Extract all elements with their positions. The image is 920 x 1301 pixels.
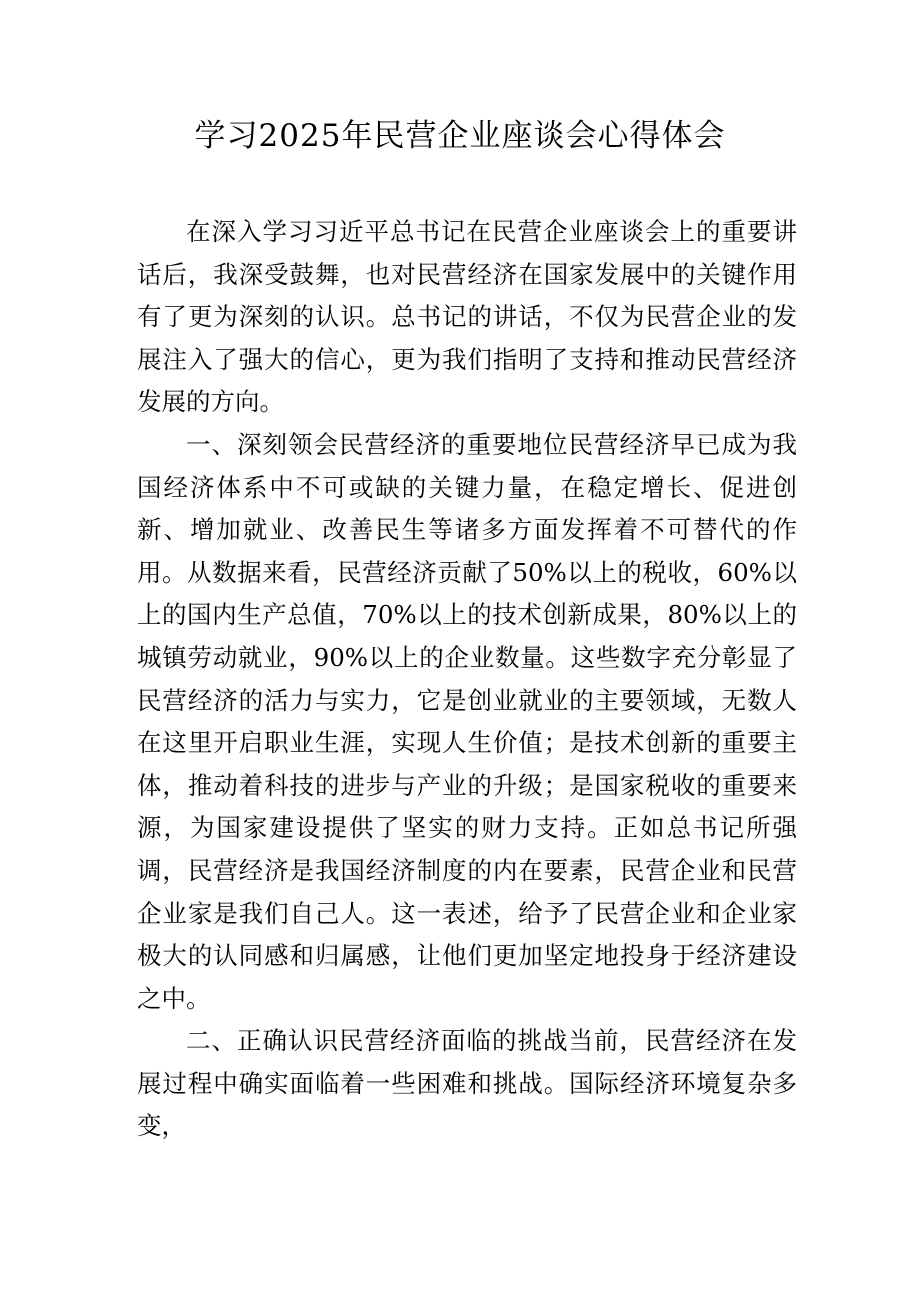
- paragraph-section-one: 一、深刻领会民营经济的重要地位民营经济早已成为我国经济体系中不可或缺的关键力量，在稳定增长、促进创新、增加就业、改善民生等诸多方面发挥着不可替代的作用。从数据来看，民营经济贡献了50%以上的税收，60%以上的国内生产总值，70%以上的技术创新成果，80%以上的城镇劳动就业，90%以上的企业数量。这些数字充分彰显了民营经济的活力与实力，它是创业就业的主要领域，无数人在这里开启职业生涯，实现人生价值；是技术创新的重要主体，推动着科技的进步与产业的升级；是国家税收的重要来源，为国家建设提供了坚实的财力支持。正如总书记所强调，民营经济是我国经济制度的内在要素，民营企业和民营企业家是我们自己人。这一表述，给予了民营企业和企业家极大的认同感和归属感，让他们更加坚定地投身于经济建设之中。: [137, 429, 797, 1013]
- paragraph-intro: 在深入学习习近平总书记在民营企业座谈会上的重要讲话后，我深受鼓舞，也对民营经济在国家发展中的关键作用有了更为深刻的认识。总书记的讲话，不仅为民营企业的发展注入了强大的信心，更为我们指明了支持和推动民营经济发展的方向。: [137, 217, 797, 417]
- document-title: 学习2025年民营企业座谈会心得体会: [194, 118, 726, 154]
- paragraph-section-two: 二、正确认识民营经济面临的挑战当前，民营经济在发展过程中确实面临着一些困难和挑战。国际经济环境复杂多变，: [137, 1026, 797, 1141]
- document-body: [137, 211, 797, 1148]
